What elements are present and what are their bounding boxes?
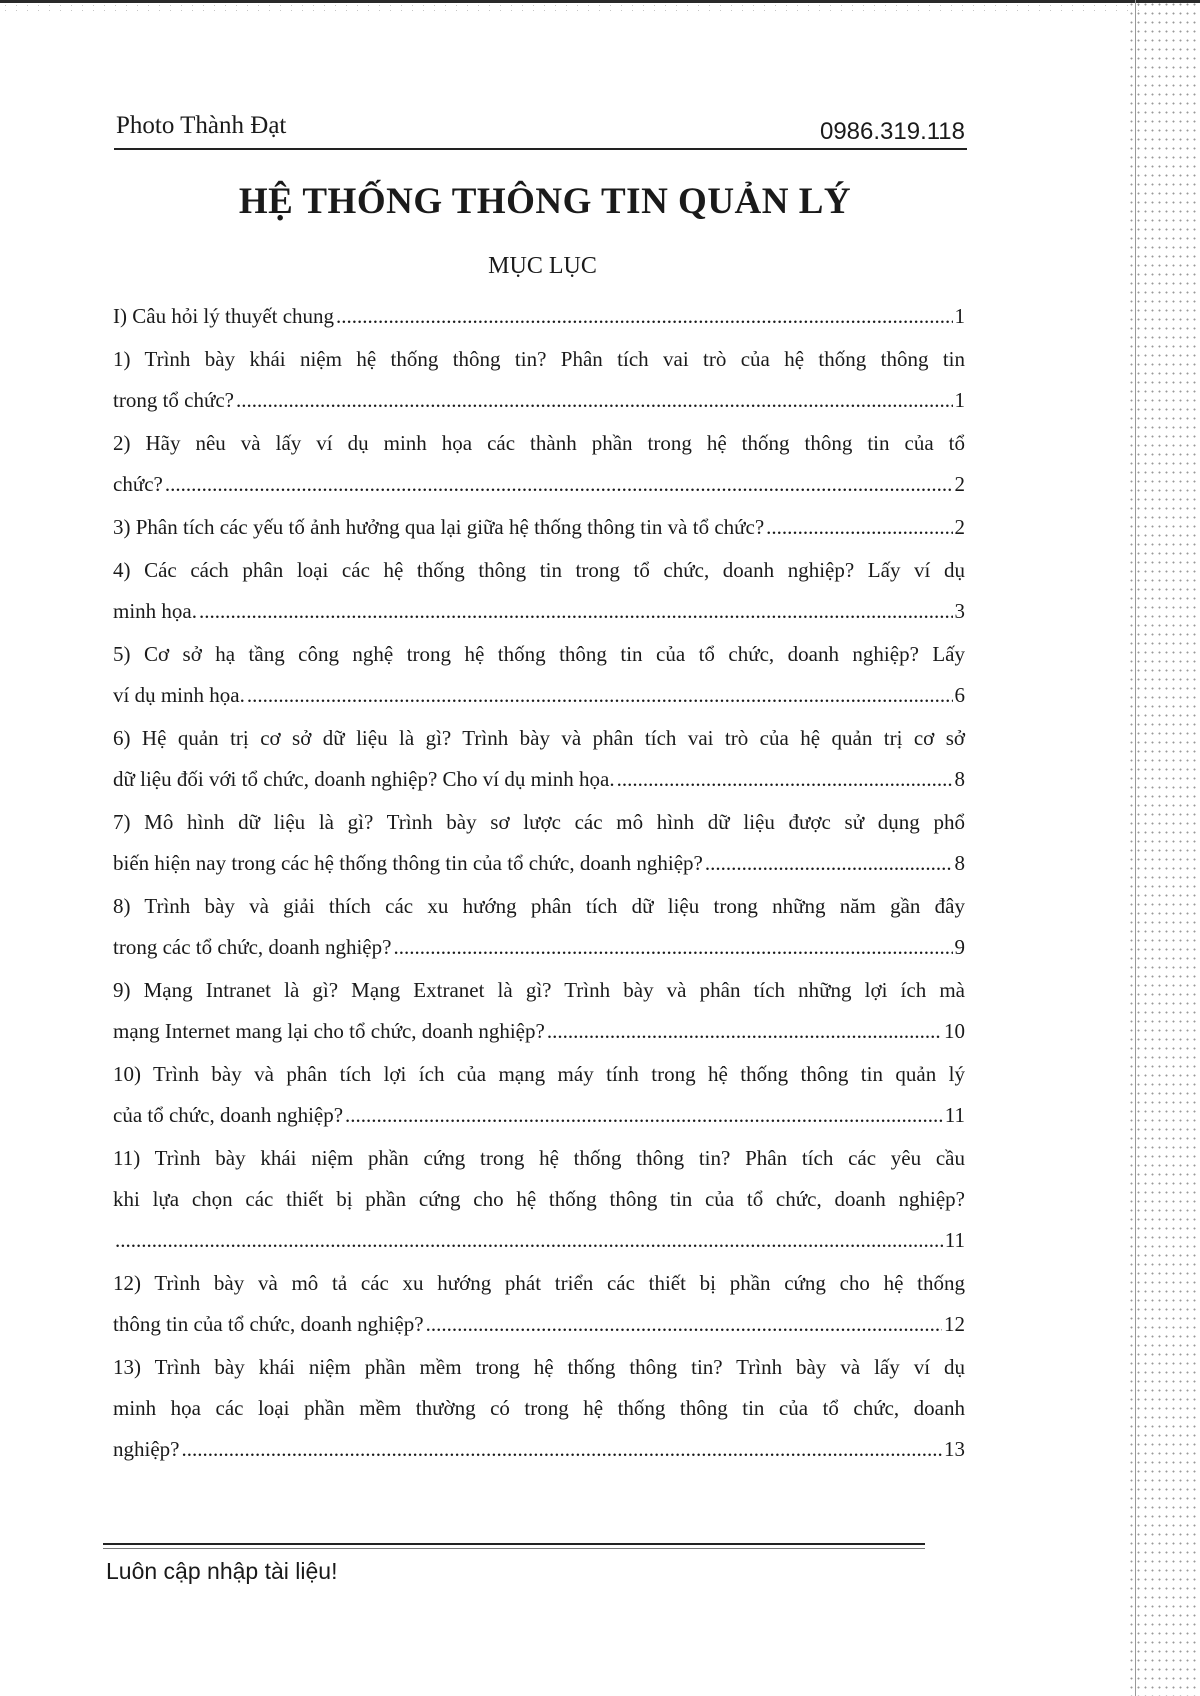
toc-page-number: 2 xyxy=(954,472,965,496)
toc-page-number: 1 xyxy=(954,388,965,412)
toc-page-number: 3 xyxy=(954,599,965,623)
toc-entry-last-line xyxy=(113,1011,965,1052)
toc-heading: MỤC LỤC xyxy=(488,253,597,279)
toc-entry xyxy=(113,1138,965,1261)
toc-entry-line: khi lựa chọn các thiết bị phần cứng cho hệ thống thông tin của tổ chức, doanh nghiệp? xyxy=(113,1187,965,1211)
toc-entry-line: 7) Mô hình dữ liệu là gì? Trình bày sơ lược các mô hình dữ liệu được sử dụng phổ xyxy=(113,810,965,834)
dot-leader xyxy=(426,1304,942,1345)
toc-page-number: 1 xyxy=(954,304,965,328)
toc-entry-line: 5) Cơ sở hạ tầng công nghệ trong hệ thống thông tin của tổ chức, doanh nghiệp? Lấy xyxy=(113,642,965,666)
dot-leader xyxy=(547,1011,942,1052)
dot-leader xyxy=(766,507,952,548)
footer-rule xyxy=(103,1543,925,1545)
dot-leader xyxy=(181,1429,942,1470)
scan-noise-top xyxy=(0,3,1140,13)
header-shop-name: Photo Thành Đạt xyxy=(116,112,287,139)
toc-page-number: 8 xyxy=(954,767,965,791)
page-header xyxy=(114,108,967,150)
toc-entry-line: 13) Trình bày khái niệm phần mềm trong hệ thống thông tin? Trình bày và lấy ví dụ xyxy=(113,1355,965,1379)
toc-entry xyxy=(113,550,965,632)
toc-entry-last-line xyxy=(113,380,965,421)
toc-entry-line: 12) Trình bày và mô tả các xu hướng phát triển các thiết bị phần cứng cho hệ thống xyxy=(113,1271,965,1295)
toc-entry-last-line xyxy=(113,296,965,337)
toc-entry-last-line xyxy=(113,675,965,716)
toc-entry-line: minh họa các loại phần mềm thường có trong hệ thống thông tin của tổ chức, doanh xyxy=(113,1396,965,1420)
toc-entry-line: 1) Trình bày khái niệm hệ thống thông tin? Phân tích vai trò của hệ thống thông tin xyxy=(113,347,965,371)
toc-entry xyxy=(113,718,965,800)
dot-leader xyxy=(617,759,953,800)
toc-entry xyxy=(113,1054,965,1136)
dot-leader xyxy=(247,675,953,716)
toc-entry-text: trong các tổ chức, doanh nghiệp? xyxy=(113,935,392,959)
header-phone-number: 0986.319.118 xyxy=(819,118,965,145)
toc-page-number: 10 xyxy=(944,1019,965,1043)
toc-entry-text: mạng Internet mang lại cho tổ chức, doanh nghiệp? xyxy=(113,1019,545,1043)
dot-leader xyxy=(393,927,952,968)
toc-entry-text: dữ liệu đối với tổ chức, doanh nghiệp? Cho ví dụ minh họa. xyxy=(113,767,615,791)
dot-leader xyxy=(165,464,953,505)
dot-leader xyxy=(199,591,953,632)
toc-entry-last-line xyxy=(113,591,965,632)
toc-entry-last-line xyxy=(113,1220,965,1261)
toc-entry-last-line xyxy=(113,927,965,968)
toc-entry-line: 2) Hãy nêu và lấy ví dụ minh họa các thành phần trong hệ thống thông tin của tổ xyxy=(113,431,965,455)
toc-entry-last-line xyxy=(113,464,965,505)
toc-entry xyxy=(113,886,965,968)
toc-entry xyxy=(113,970,965,1052)
dot-leader xyxy=(115,1220,943,1261)
toc-entry-text: của tổ chức, doanh nghiệp? xyxy=(113,1103,344,1127)
toc-entry-line: 9) Mạng Intranet là gì? Mạng Extranet là gì? Trình bày và phân tích những lợi ích mà xyxy=(113,978,965,1002)
toc-entry xyxy=(113,634,965,716)
footer-rule-thin xyxy=(103,1548,925,1549)
toc-entry-text: trong tổ chức? xyxy=(113,388,235,412)
toc-entry-line: 8) Trình bày và giải thích các xu hướng phân tích dữ liệu trong những năm gần đây xyxy=(113,894,965,918)
toc-entry xyxy=(113,1347,965,1470)
toc-entry xyxy=(113,339,965,421)
toc-entry xyxy=(113,507,965,548)
toc-entry xyxy=(113,296,965,337)
toc-page-number: 12 xyxy=(944,1312,965,1336)
toc-page-number: 11 xyxy=(944,1228,965,1252)
toc-entry-text: 3) Phân tích các yếu tố ảnh hưởng qua lại giữa hệ thống thông tin và tổ chức? xyxy=(113,515,765,539)
toc-entry-last-line xyxy=(113,507,965,548)
toc-entry-text: nghiệp? xyxy=(113,1437,180,1461)
toc-entry-line: 10) Trình bày và phân tích lợi ích của mạng máy tính trong hệ thống thông tin quản lý xyxy=(113,1062,965,1086)
toc-entry-text: ví dụ minh họa. xyxy=(113,683,245,707)
toc-entry xyxy=(113,802,965,884)
dot-leader xyxy=(705,843,953,884)
toc-entry-line: 6) Hệ quản trị cơ sở dữ liệu là gì? Trình bày và phân tích vai trò của hệ quản trị cơ sở xyxy=(113,726,965,750)
toc-entry-last-line xyxy=(113,1304,965,1345)
scan-noise-right-edge xyxy=(1128,0,1200,1696)
toc-entry-last-line xyxy=(113,759,965,800)
toc-entry xyxy=(113,1263,965,1345)
document-title: HỆ THỐNG THÔNG TIN QUẢN LÝ xyxy=(238,181,852,222)
toc-page-number: 8 xyxy=(954,851,965,875)
dot-leader xyxy=(345,1095,943,1136)
toc-page-number: 2 xyxy=(954,515,965,539)
table-of-contents xyxy=(113,296,965,1472)
toc-entry-text: thông tin của tổ chức, doanh nghiệp? xyxy=(113,1312,424,1336)
toc-entry-last-line xyxy=(113,1095,965,1136)
toc-page-number: 13 xyxy=(944,1437,965,1461)
toc-entry-text: chức? xyxy=(113,472,163,496)
toc-entry-text: I) Câu hỏi lý thuyết chung xyxy=(113,304,335,328)
toc-page-number: 11 xyxy=(944,1103,965,1127)
footer-note: Luôn cập nhập tài liệu! xyxy=(106,1558,338,1584)
toc-entry-last-line xyxy=(113,843,965,884)
toc-page-number: 6 xyxy=(954,683,965,707)
toc-page-number: 9 xyxy=(954,935,965,959)
toc-entry-text: biến hiện nay trong các hệ thống thông tin của tổ chức, doanh nghiệp? xyxy=(113,851,703,875)
toc-entry-line: 4) Các cách phân loại các hệ thống thông tin trong tổ chức, doanh nghiệp? Lấy ví dụ xyxy=(113,558,965,582)
toc-entry-text: minh họa. xyxy=(113,599,197,623)
dot-leader xyxy=(336,296,952,337)
toc-entry xyxy=(113,423,965,505)
dot-leader xyxy=(236,380,952,421)
toc-entry-last-line xyxy=(113,1429,965,1470)
toc-entry-line: 11) Trình bày khái niệm phần cứng trong hệ thống thông tin? Phân tích các yêu cầu xyxy=(113,1146,965,1170)
